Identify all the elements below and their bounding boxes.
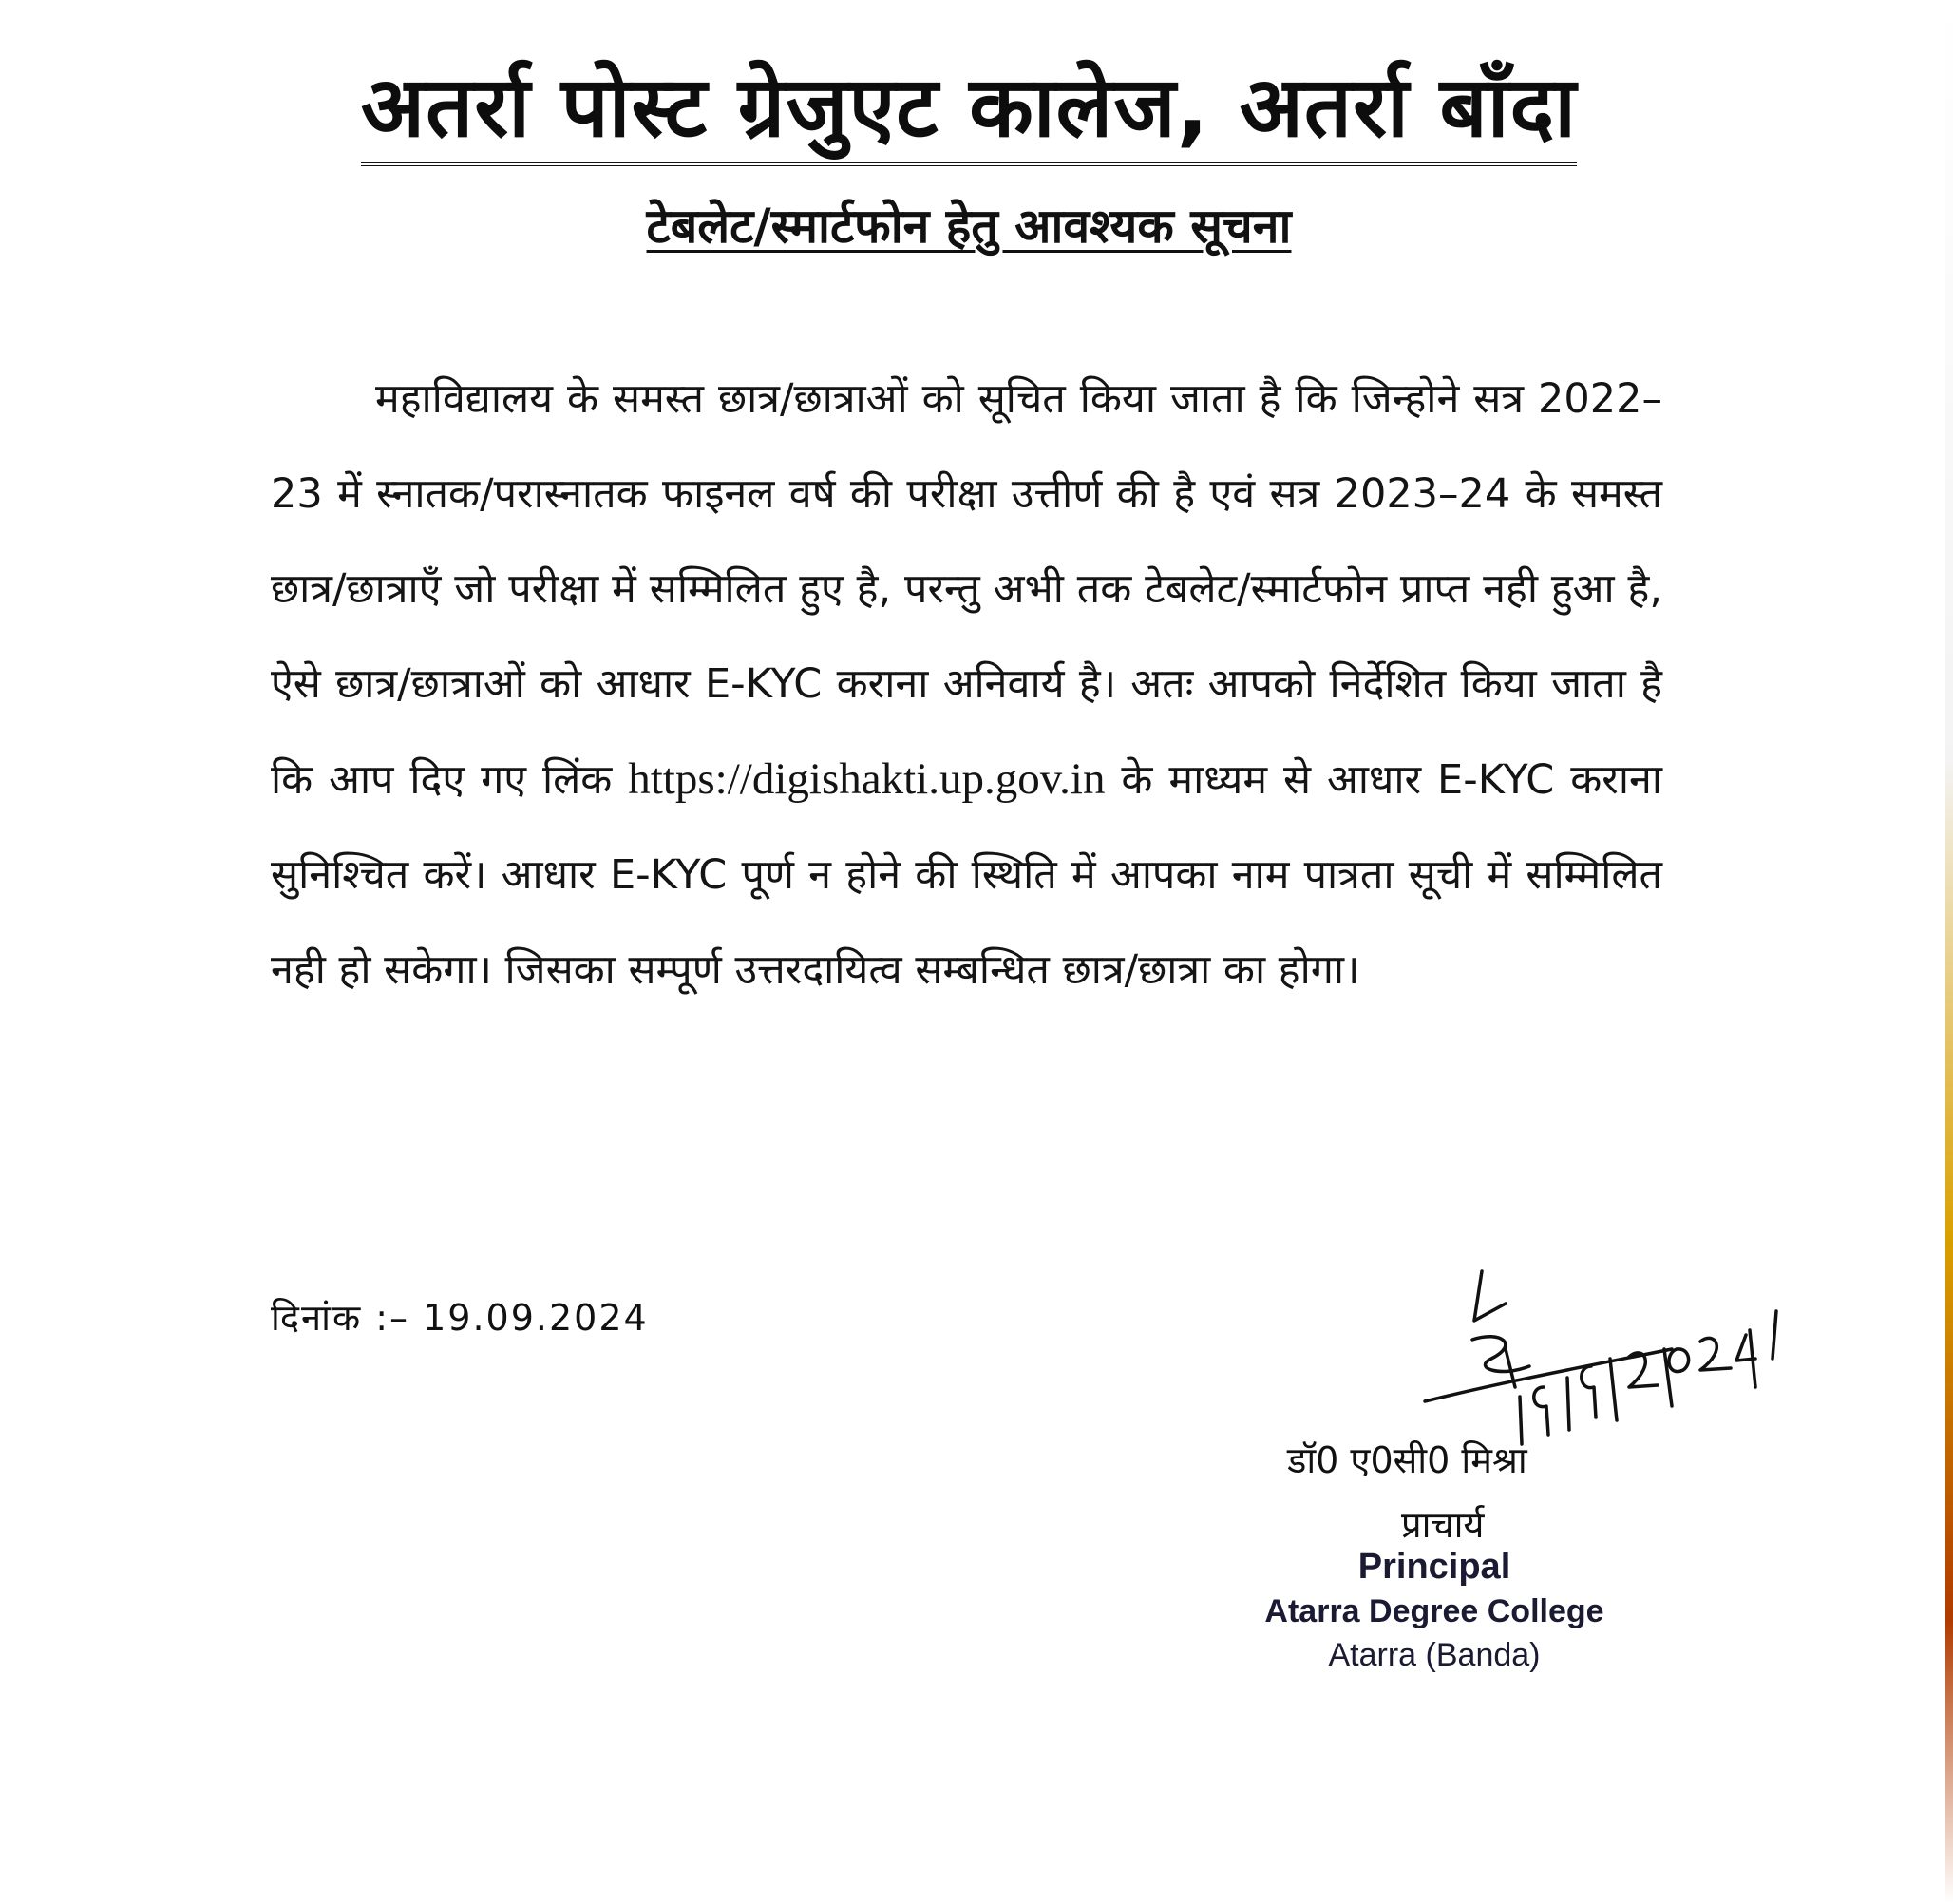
stamp-title: Principal	[1357, 1547, 1511, 1587]
notice-body-part2: के माध्यम से आधार E-KYC कराना सुनिश्चित करें। आधार E-KYC पूर्ण न होने की स्थिति में आपका नाम पात्रता सूची में सम्मिलित नही हो सकेगा। जिसका सम्पूर्ण उत्तरदायित्व सम्बन्धित छात्र/छात्रा का होगा।	[271, 756, 1662, 994]
notice-body	[271, 352, 1662, 1018]
title-container	[271, 59, 1667, 166]
scan-edge	[1945, 0, 1953, 1904]
college-title: अतर्रा पोस्ट ग्रेजुएट कालेज, अतर्रा बाँदा	[361, 59, 1577, 166]
principal-stamp	[1235, 1544, 1634, 1677]
notice-subject: टेबलेट/स्मार्टफोन हेतु आवश्यक सूचना	[646, 199, 1292, 254]
ekyc-link[interactable]: https://digishakti.up.gov.in	[628, 754, 1106, 804]
notice-date: दिनांक :– 19.09.2024	[271, 1297, 649, 1339]
signatory-name: डॉ0 ए0सी0 मिश्रा	[1287, 1439, 1527, 1481]
subtitle-container	[271, 198, 1667, 255]
notice-body-part1: महाविद्यालय के समस्त छात्र/छात्राओं को सूचित किया जाता है कि जिन्होने सत्र 2022–23 में स्नातक/परास्नातक फाइनल वर्ष की परीक्षा उत्तीर्ण की है एवं सत्र 2023–24 के समस्त छात्र/छात्राएँ जो परीक्षा में सम्मिलित हुए है, परन्तु अभी तक टेबलेट/स्मार्टफोन प्राप्त नही हुआ है, ऐसे छात्र/छात्राओं को आधार E-KYC कराना अनिवार्य है। अतः आपको निर्देशित किया जाता है कि आप दिए गए लिंक	[271, 375, 1662, 804]
stamp-location: Atarra (Banda)	[1328, 1637, 1541, 1673]
signatory-designation: प्राचार्य	[1401, 1504, 1485, 1546]
stamp-college: Atarra Degree College	[1264, 1593, 1604, 1629]
